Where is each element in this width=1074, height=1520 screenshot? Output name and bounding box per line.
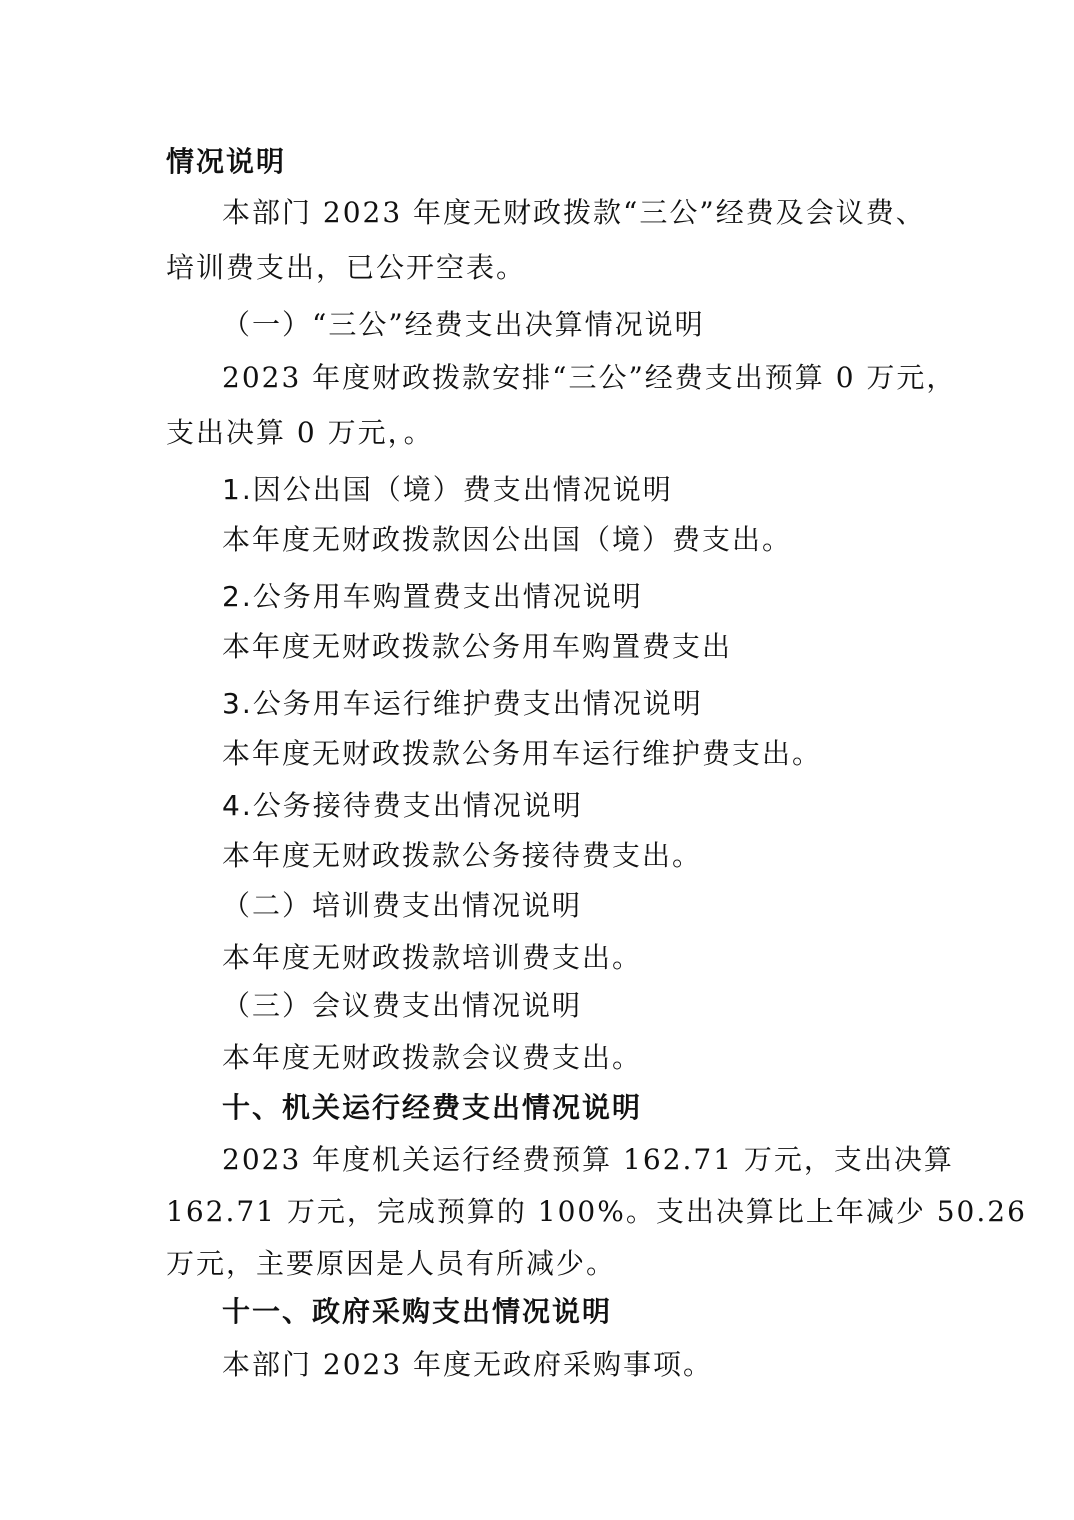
three-public-line-1: 2023 年度财政拨款安排“三公”经费支出预算 0 万元，: [222, 361, 957, 394]
item-3-title: 3.公务用车运行维护费支出情况说明: [222, 687, 703, 720]
procurement-body: 本部门 2023 年度无政府采购事项。: [222, 1348, 714, 1381]
operating-expense-line-2: 162.71 万元，完成预算的 100%。支出决算比上年减少 50.26: [166, 1195, 1027, 1228]
operating-expense-line-1: 2023 年度机关运行经费预算 162.71 万元，支出决算: [222, 1143, 954, 1176]
operating-expense-title: 十、机关运行经费支出情况说明: [222, 1091, 643, 1124]
three-public-line-2: 支出决算 0 万元，。: [166, 416, 434, 449]
training-fee-title: （二）培训费支出情况说明: [222, 889, 583, 922]
section-heading: 情况说明: [166, 145, 287, 178]
item-4-title: 4.公务接待费支出情况说明: [222, 789, 583, 822]
item-2-body: 本年度无财政拨款公务用车购置费支出: [222, 630, 733, 663]
item-2-title: 2.公务用车购置费支出情况说明: [222, 580, 643, 613]
three-public-title: （一）“三公”经费支出决算情况说明: [222, 308, 705, 341]
intro-line-1: 本部门 2023 年度无财政拨款“三公”经费及会议费、: [222, 196, 926, 229]
operating-expense-line-3: 万元，主要原因是人员有所减少。: [166, 1247, 617, 1280]
intro-line-2: 培训费支出，已公开空表。: [166, 251, 527, 284]
meeting-fee-title: （三）会议费支出情况说明: [222, 989, 583, 1022]
item-1-title: 1.因公出国（境）费支出情况说明: [222, 473, 673, 506]
training-fee-body: 本年度无财政拨款培训费支出。: [222, 941, 643, 974]
item-3-body: 本年度无财政拨款公务用车运行维护费支出。: [222, 737, 823, 770]
item-4-body: 本年度无财政拨款公务接待费支出。: [222, 839, 703, 872]
procurement-title: 十一、政府采购支出情况说明: [222, 1295, 613, 1328]
item-1-body: 本年度无财政拨款因公出国（境）费支出。: [222, 523, 793, 556]
meeting-fee-body: 本年度无财政拨款会议费支出。: [222, 1041, 643, 1074]
